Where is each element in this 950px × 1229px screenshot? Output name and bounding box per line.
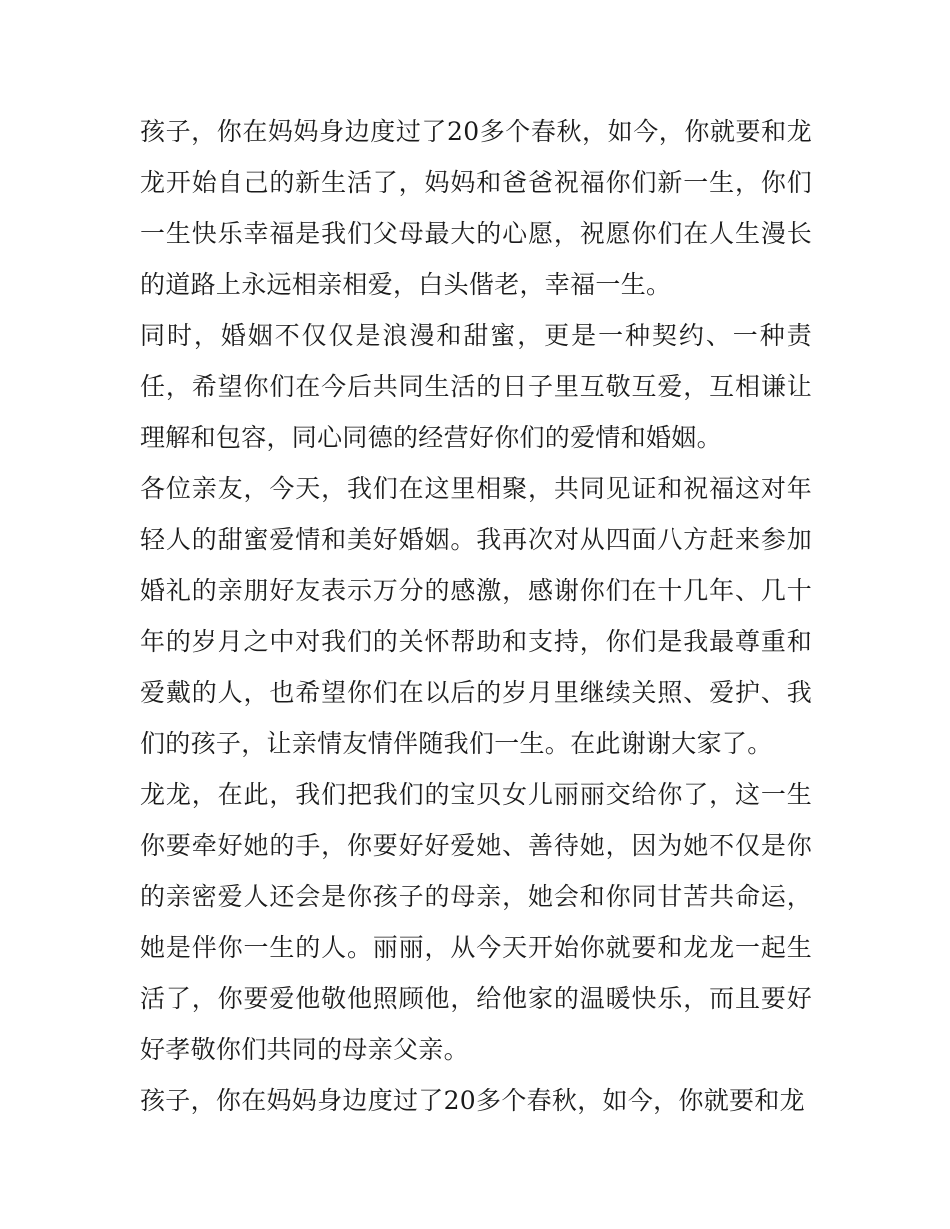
paragraph-2: 同时，婚姻不仅仅是浪漫和甜蜜，更是一种契约、一种责任，希望你们在今后共同生活的日子里互敬互爱，互相谦让理解和包容，同心同德的经营好你们的爱情和婚姻。: [140, 321, 812, 452]
paragraph-4: 龙龙，在此，我们把我们的宝贝女儿丽丽交给你了，这一生你要牵好她的手，你要好好爱她、善待她，因为她不仅是你的亲密爱人还会是你孩子的母亲，她会和你同甘苦共命运，她是伴你一生的人。丽丽，从今天开始你就要和龙龙一起生活了，你要爱他敬他照顾他，给他家的温暖快乐，而且要好好孝敬你们共同的母亲父亲。: [140, 780, 812, 1064]
document-body: [140, 106, 812, 1126]
paragraph-5: 孩子，你在妈妈身边度过了20多个春秋，如今，你就要和龙: [140, 1086, 805, 1115]
paragraph-1: 孩子，你在妈妈身边度过了20多个春秋，如今，你就要和龙龙开始自己的新生活了，妈妈和爸爸祝福你们新一生，你们一生快乐幸福是我们父母最大的心愿，祝愿你们在人生漫长的道路上永远相亲相爱，白头偕老，幸福一生。: [140, 117, 812, 299]
paragraph-3: 各位亲友，今天，我们在这里相聚，共同见证和祝福这对年轻人的甜蜜爱情和美好婚姻。我再次对从四面八方赶来参加婚礼的亲朋好友表示万分的感激，感谢你们在十几年、几十年的岁月之中对我们的关怀帮助和支持，你们是我最尊重和爱戴的人，也希望你们在以后的岁月里继续关照、爱护、我们的孩子，让亲情友情伴随我们一生。在此谢谢大家了。: [140, 474, 812, 758]
